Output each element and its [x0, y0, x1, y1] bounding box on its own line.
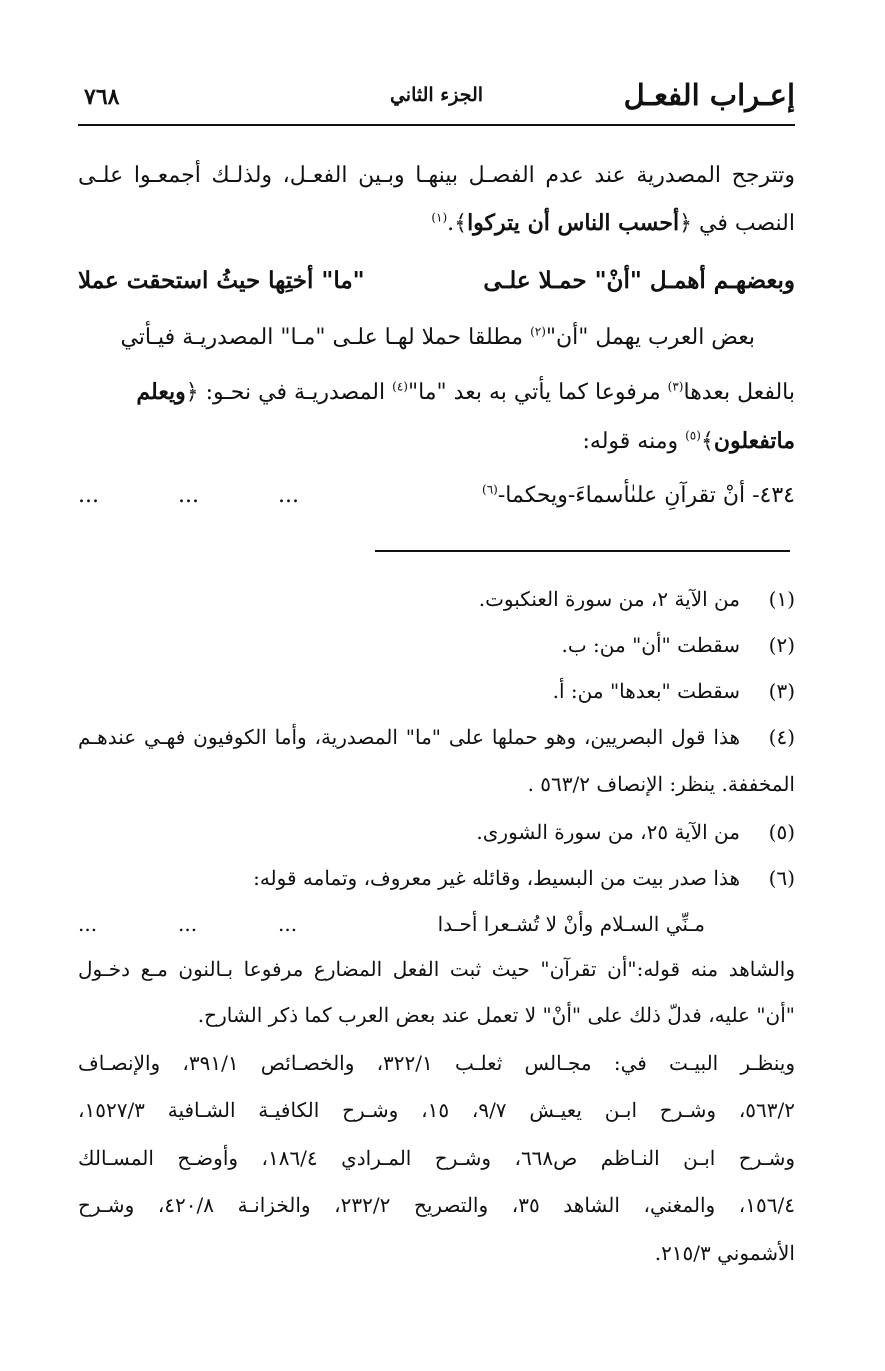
- verse-heading-left: "ما" أختِها حيثُ استحقت عملا: [78, 267, 365, 294]
- body-text: المصدريـة في نحـو: ﴿: [185, 380, 393, 405]
- footnote-6-line: والشاهد منه قوله:"أن تقرآن" حيث ثبت الفعل المضارع مرفوعا بـالنون مـع دخـول: [78, 957, 795, 981]
- verse-heading: [78, 263, 795, 299]
- verse-ellipsis: .........: [78, 912, 298, 936]
- body-text: ﴾.: [447, 211, 468, 236]
- footnote-4-continuation: المخففة. ينظر: الإنصاف ٥٦٣/٢ .: [527, 772, 795, 796]
- footnote-separator: [375, 550, 790, 552]
- verse-ellipsis: .........: [78, 483, 299, 508]
- body-line-5: [78, 374, 795, 410]
- footnote-text: هذا قول البصريين، وهو حملها على "ما" المصدرية، وأما الكوفيون فهـي عندهـم: [78, 725, 740, 749]
- body-text: ﴾: [700, 429, 714, 454]
- footnote-ref: (١): [431, 210, 448, 225]
- footnote-6-line: وينظـر البيـت في: مجـالس ثعلـب ٣٢٢/١، والخصـائص ٣٩١/١، والإنصـاف: [78, 1051, 795, 1075]
- quran-quote: ويعلم: [136, 379, 186, 405]
- footnote-1: [78, 582, 795, 616]
- footnote-text: هذا صدر بيت من البسيط، وقائله غير معروف، وتمامه قوله:: [253, 866, 740, 890]
- footnote-ref: (٥): [685, 428, 701, 443]
- volume-label: الجزء الثاني: [389, 84, 484, 106]
- footnote-ref: (٦): [482, 482, 498, 497]
- footnote-6-line: وشـرح ابـن النـاظم ص٦٦٨، وشـرح المـرادي ١٨٦/٤، وأوضـح المسـالك: [78, 1146, 795, 1170]
- footnote-number: (٢): [768, 633, 795, 657]
- body-text: ومنه قوله:: [582, 429, 686, 454]
- body-text: مرفوعا كما يأتي به بعد "ما": [407, 380, 668, 405]
- body-line-6: [78, 423, 795, 459]
- footnote-6-line: ٥٦٣/٢، وشـرح ابـن يعيـش ٩/٧، ١٥، وشـرح الكافيـة الشـافية ١٥٢٧/٣،: [78, 1098, 796, 1122]
- verse-heading-right: وبعضهـم أهمـل "أنْ" حمـلا علـى: [483, 267, 795, 294]
- body-text: بالفعل بعدها: [683, 380, 795, 405]
- footnote-text: من الآية ٢، من سورة العنكبوت.: [478, 587, 740, 611]
- body-line-2: [78, 205, 795, 241]
- footnote-ref: (٢): [530, 324, 546, 339]
- footnote-number: (١): [768, 587, 795, 611]
- verse-line: [78, 478, 795, 514]
- footnote-text: سقطت "أن" من: ب.: [561, 633, 740, 657]
- page-header: [78, 74, 795, 126]
- footnote-number: (٦): [768, 866, 795, 890]
- body-text: مطلقا حملا لهـا علـى "مـا" المصدريـة فيـأتي: [120, 325, 531, 350]
- body-text: بعض العرب يهمل "أن": [545, 325, 755, 350]
- footnote-3: [78, 674, 795, 708]
- body-text: النصب في ﴿: [679, 211, 795, 236]
- quran-quote: أحسب الناس أن يتركوا: [467, 210, 680, 236]
- footnote-text: من الآية ٢٥، من سورة الشورى.: [476, 820, 740, 844]
- footnote-5: [78, 815, 795, 849]
- footnote-ref: (٤): [392, 379, 408, 394]
- footnote-6-verse: [78, 907, 795, 941]
- footnote-number: (٣): [768, 679, 795, 703]
- page-number: ٧٦٨: [84, 84, 120, 110]
- verse-text-wrap: [482, 478, 795, 514]
- footnote-6: [78, 861, 795, 895]
- footnote-6-line: "أن" عليه، فدلّ ذلك على "أنْ" لا تعمل عند بعض العرب كما ذكر الشارح.: [197, 1003, 795, 1027]
- footnote-text: سقطت "بعدها" من: أ.: [552, 679, 740, 703]
- footnote-number: (٤): [768, 725, 795, 749]
- footnote-4: [78, 720, 795, 754]
- chapter-title: إعـراب الفعـل: [623, 78, 795, 112]
- footnote-ref: (٣): [667, 379, 684, 394]
- footnote-2: [78, 628, 795, 662]
- quran-quote: ماتفعلون: [713, 428, 795, 454]
- verse-text: ٤٣٤- أنْ تقرآنِ علىٰأسماءَ-ويحكما-: [497, 483, 795, 508]
- body-line-4: [78, 320, 755, 356]
- verse-ending: مـنِّي السـلام وأنْ لا تُشـعرا أحـدا: [437, 912, 705, 936]
- footnote-6-line: ١٥٦/٤، والمغني، الشاهد ٣٥، والتصريح ٢٣٢/٢، والخزانـة ٤٢٠/٨، وشـرح: [78, 1193, 795, 1217]
- body-line-1: وتترجح المصدرية عند عدم الفصـل بينهـا وبـين الفعـل، ولذلـك أجمعـوا علـى: [78, 163, 795, 188]
- footnote-number: (٥): [768, 820, 795, 844]
- footnote-6-line: الأشموني ٢١٥/٣.: [654, 1241, 795, 1265]
